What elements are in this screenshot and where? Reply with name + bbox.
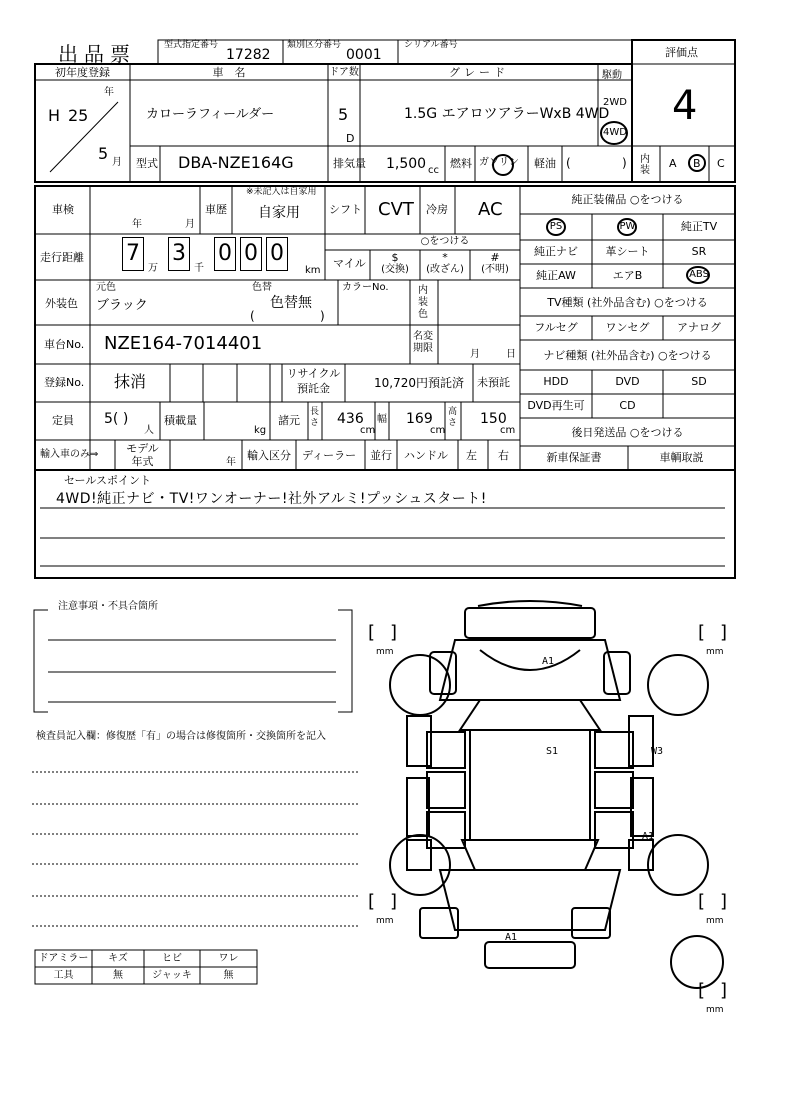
fuel-label: 燃料: [450, 157, 472, 170]
history-note: ※未記入は自家用: [246, 187, 317, 197]
interior-label: 内装: [640, 154, 650, 176]
navi-hdd: HDD: [543, 375, 569, 388]
mileage-label: 走行距離: [40, 251, 84, 264]
import-label: 輸入車のみ⇒: [40, 449, 99, 460]
meigara-label: 名変期限: [413, 331, 433, 354]
history-value: 自家用: [258, 205, 300, 221]
shift-label: シフト: [329, 203, 362, 216]
equipment-sr: SR: [691, 245, 707, 258]
length-unit: cm: [360, 425, 376, 436]
height-unit: cm: [500, 425, 516, 436]
serial-label: シリアル番号: [404, 40, 458, 50]
tire-bracket-left: [: [368, 891, 376, 912]
interior-color-label: 内装色: [418, 285, 428, 320]
unknown-symbol: #: [490, 251, 500, 264]
exterior-label: 外装色: [45, 297, 78, 310]
tire-mm-unit: mm: [376, 916, 394, 926]
handle-label: ハンドル: [404, 449, 448, 462]
equipment-tv: 純正TV: [680, 220, 718, 233]
ruibetsu-value: 0001: [346, 47, 382, 63]
tire-bracket-right: ]: [720, 891, 728, 912]
drive-2wd: 2WD: [603, 97, 627, 108]
later-title: 後日発送品 ○をつける: [571, 426, 684, 439]
equipment-pw: PW: [619, 221, 636, 232]
mileage-man: 万: [148, 263, 158, 274]
interior-c: C: [717, 157, 725, 170]
sales-point-label: セールスポイント: [64, 474, 152, 487]
tv-fullseg: フルセグ: [534, 321, 578, 334]
drive-label: 駆動: [602, 70, 622, 81]
grade-value: 1.5G エアロツアラーWxB 4WD: [404, 106, 610, 122]
equipment-airbag: エアB: [612, 269, 643, 282]
capacity-label: 定員: [52, 414, 74, 427]
mile-label: マイル: [333, 257, 366, 270]
equipment-title: 純正装備品 ○をつける: [571, 193, 684, 206]
table-crack: ヒビ: [162, 953, 182, 964]
shift-value: CVT: [378, 199, 414, 220]
tamper-label: (改ざん): [426, 264, 464, 275]
model-year-label-1: モデル: [126, 442, 159, 455]
recycle-label-1: リサイクル: [286, 367, 341, 380]
later-warranty: 新車保証書: [546, 451, 602, 464]
later-manual: 車輌取説: [659, 451, 704, 464]
cooler-value: AC: [478, 199, 503, 220]
door-label: ドア数: [329, 67, 359, 78]
repaint-label: 色替: [252, 282, 272, 293]
drive-4wd: 4WD: [603, 127, 627, 138]
meigara-month: 月: [470, 349, 480, 360]
navi-sd: SD: [691, 375, 707, 388]
equipment-navi: 純正ナビ: [534, 245, 578, 258]
mileage-digit: 0: [240, 237, 262, 271]
tire-mm-unit: mm: [706, 1005, 724, 1015]
first-reg-month: 5: [98, 144, 109, 163]
damage-mark: A1: [542, 656, 555, 667]
mileage-mark-note: ○をつける: [420, 236, 470, 247]
width-value: 169: [406, 411, 433, 427]
reg-no-value: 抹消: [114, 372, 147, 391]
meigara-day: 日: [506, 349, 516, 360]
parallel-label: 並行: [370, 449, 392, 462]
recycle-label-2: 預託金: [297, 382, 330, 395]
load-unit: kg: [254, 425, 267, 436]
mileage-digit: 3: [168, 237, 190, 271]
form-title: 出品票: [58, 42, 136, 66]
length-label: 長さ: [310, 407, 320, 428]
load-label: 積載量: [164, 414, 197, 427]
interior-a: A: [669, 157, 677, 170]
table-scratch: キズ: [108, 953, 128, 964]
exchange-label: (交換): [381, 264, 409, 275]
tire-mm-unit: mm: [706, 916, 724, 926]
tire-bracket-left: [: [698, 622, 706, 643]
mileage-digit: 7: [122, 237, 144, 271]
width-label: 幅: [377, 414, 387, 425]
table-door-mirror: ドアミラー: [38, 953, 89, 964]
navi-dvd-play: DVD再生可: [527, 399, 585, 412]
tv-oneseg: ワンセグ: [605, 321, 650, 334]
model-year-label-2: 年式: [131, 455, 154, 468]
mileage-digit: 0: [266, 237, 288, 271]
tire-mm-unit: mm: [376, 647, 394, 657]
door-count: 5: [338, 105, 349, 124]
fuel-paren-open: (: [566, 156, 571, 170]
door-suffix: D: [346, 132, 355, 145]
displacement-unit: cc: [428, 165, 439, 176]
length-value: 436: [337, 411, 364, 427]
tamper-symbol: *: [442, 251, 448, 264]
repaint-paren-open: (: [250, 309, 255, 323]
fuel-gasoline: ガソリン: [479, 157, 519, 168]
capacity-value: 5( ): [104, 411, 129, 427]
tire-bracket-right: ]: [390, 622, 398, 643]
fuel-paren-close: ): [622, 156, 627, 170]
chassis-value: NZE164-7014401: [104, 333, 263, 354]
table-tools-label: 工具: [53, 970, 74, 981]
grade-label: グレード: [449, 66, 509, 79]
mileage-digit: 0: [214, 237, 236, 271]
katashiki-value: 17282: [226, 47, 271, 63]
displacement-value: 1,500: [386, 156, 427, 172]
table-break: ワレ: [218, 953, 239, 964]
mileage-km-unit: km: [305, 265, 321, 276]
capacity-unit: 人: [144, 425, 154, 436]
shaken-month-unit: 月: [185, 219, 195, 230]
model-year-unit: 年: [226, 457, 236, 468]
katashiki-label: 型式指定番号: [164, 40, 219, 50]
reg-no-label: 登録No.: [44, 376, 85, 389]
recycle-status: 未預託: [477, 376, 510, 389]
import-type-label: 輸入区分: [247, 449, 291, 462]
first-reg-year: 25: [68, 106, 89, 125]
model-label: 型式: [136, 157, 158, 170]
width-unit: cm: [430, 425, 446, 436]
table-jack-label: ジャッキ: [152, 970, 192, 981]
car-diagram: [390, 601, 723, 988]
tv-analog: アナログ: [677, 321, 721, 334]
history-label: 車歴: [205, 203, 227, 216]
tv-title: TV種類 (社外品含む) ○をつける: [547, 296, 708, 309]
damage-mark: A1: [505, 932, 518, 943]
equipment-aw: 純正AW: [536, 269, 576, 282]
shaken-year-unit: 年: [132, 219, 142, 230]
tire-bracket-left: [: [698, 980, 706, 1001]
cooler-label: 冷房: [426, 203, 448, 216]
tire-bracket-right: ]: [720, 980, 728, 1001]
fuel-diesel: 軽油: [534, 157, 556, 170]
height-label: 高さ: [448, 407, 458, 428]
month-unit: 月: [112, 157, 122, 168]
right-label: 右: [498, 449, 509, 462]
notes-title: 注意事項・不具合箇所: [58, 601, 158, 612]
recycle-value: 10,720円預託済: [374, 376, 464, 390]
tire-mm-unit: mm: [706, 647, 724, 657]
hyoka-score: 4: [672, 83, 698, 129]
damage-mark: S1: [546, 746, 559, 757]
first-reg-era: H: [48, 106, 61, 125]
equipment-abs-circle: [686, 266, 710, 284]
dim-label: 諸元: [278, 414, 300, 427]
equipment-pw-circle: [617, 218, 637, 236]
car-name: カローラフィールダー: [146, 107, 275, 122]
car-name-label: 車 名: [212, 66, 246, 79]
equipment-leather: 革シート: [605, 245, 650, 258]
fuel-gasoline-circle: [492, 154, 514, 176]
tire-bracket-right: ]: [720, 622, 728, 643]
exchange-symbol: $: [391, 251, 399, 264]
year-unit: 年: [104, 87, 114, 98]
equipment-ps-circle: [546, 218, 566, 236]
equipment-ps: PS: [549, 221, 563, 232]
chassis-label: 車台No.: [44, 338, 85, 351]
equipment-abs: ABS: [689, 269, 709, 280]
displacement-label: 排気量: [333, 157, 366, 170]
left-label: 左: [466, 449, 477, 462]
ruibetsu-label: 類別区分番号: [287, 40, 342, 50]
tire-bracket-left: [: [368, 622, 376, 643]
navi-dvd: DVD: [615, 375, 640, 388]
first-reg-label: 初年度登録: [55, 66, 110, 79]
interior-b: B: [693, 157, 701, 170]
model-value: DBA-NZE164G: [178, 153, 294, 172]
damage-mark: W3: [651, 746, 664, 757]
tire-bracket-right: ]: [390, 891, 398, 912]
color-no-label: カラーNo.: [342, 282, 389, 293]
height-value: 150: [480, 411, 507, 427]
navi-cd: CD: [619, 399, 636, 412]
mileage-sen: 千: [194, 263, 204, 274]
hyoka-label: 評価点: [665, 46, 698, 59]
interior-b-circle: [688, 154, 706, 172]
unknown-label: (不明): [481, 264, 509, 275]
repaint-value: 色替無: [270, 295, 312, 311]
drive-4wd-circle: [600, 121, 628, 145]
inspector-note: 検査員記入欄：修復歴「有」の場合は修復箇所・交換箇所を記入: [36, 731, 326, 742]
table-jack-value: 無: [223, 970, 234, 981]
orig-color-label: 元色: [96, 282, 116, 293]
tire-bracket-left: [: [698, 891, 706, 912]
table-tools-value: 無: [113, 970, 123, 981]
orig-color-value: ブラック: [96, 298, 148, 313]
shaken-label: 車検: [52, 203, 74, 216]
dealer-label: ディーラー: [302, 449, 357, 462]
damage-mark: A1: [642, 831, 655, 842]
sales-point-text: 4WD!純正ナビ・TV!ワンオーナー!社外アルミ!プッシュスタート!: [56, 491, 487, 507]
navi-title: ナビ種類 (社外品含む) ○をつける: [543, 349, 712, 362]
repaint-paren-close: ): [320, 309, 325, 323]
